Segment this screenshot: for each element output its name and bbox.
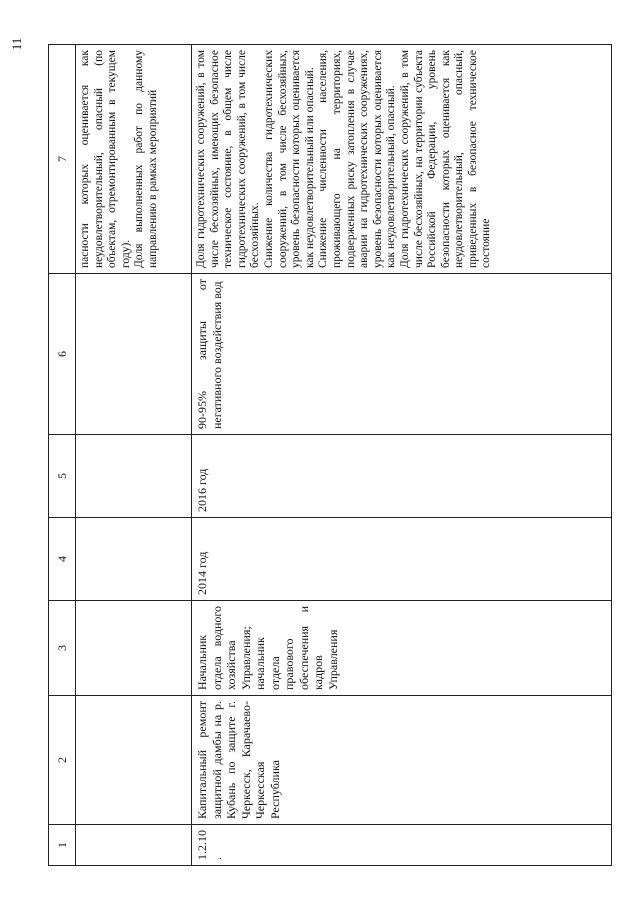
header-col-6: 6 <box>49 274 76 435</box>
table-page-rotated <box>48 44 612 866</box>
row-number-cell <box>192 825 612 866</box>
target-indicators <box>192 45 612 274</box>
row-number: 1.2.10 <box>195 830 209 860</box>
indicator-3: Снижение численности населения, проживающего на территориях, подверженных риску затопления в случае аварии на гидротехнических сооружениях, уровень безопасности которых оценивается как неудовлетворительный, опасный. <box>317 50 398 268</box>
page-number: 11 <box>9 37 24 51</box>
cont-indicator-text-1: пасности которых оценивается как неудовлетворительный, опасный (по объектам, отремонтированным в текущем году). <box>79 50 132 268</box>
cont-cell-7 <box>76 45 192 274</box>
cont-cell-3 <box>76 601 192 696</box>
header-col-1: 1 <box>49 825 76 866</box>
start-date: 2014 год <box>192 518 612 601</box>
indicator-2: Снижение количества гидротехнических сооружений, в том числе бесхозяйных, уровень безопасности которых оценивается как неудовлетворительный или опасный. <box>262 50 316 268</box>
header-col-4: 4 <box>49 518 76 601</box>
cont-cell-2 <box>76 696 192 825</box>
cont-cell-1 <box>76 825 192 866</box>
indicator-1: Доля гидротехнических сооружений, в том числе бесхозяйных, имеющих безопасное техническое состояние, в общем числе гидротехнических сооружений, в том числе бесхозяйных. <box>195 50 262 268</box>
rotated-table-container <box>48 44 612 866</box>
measure-name: Капитальный ремонт защитной дамбы на р. Кубань по защите г. Черкесск, Карачаево-Черкесская Республика <box>192 696 612 825</box>
header-col-2: 2 <box>49 696 76 825</box>
table-row-1-2-10 <box>192 45 612 866</box>
expected-result: 90-95% защиты от негативного воздействия вод <box>192 274 612 435</box>
header-row <box>49 45 76 866</box>
row-mark: . <box>209 857 224 860</box>
cont-cell-5 <box>76 435 192 518</box>
header-col-5: 5 <box>49 435 76 518</box>
measures-table <box>48 44 612 866</box>
responsible-executor: Начальник отдела водного хозяйства Управления; начальник отдела правового обеспечения и кадров Управления <box>192 601 612 696</box>
cont-cell-6 <box>76 274 192 435</box>
end-date: 2016 год <box>192 435 612 518</box>
continuation-row <box>76 45 192 866</box>
header-col-7: 7 <box>49 45 76 274</box>
cont-cell-4 <box>76 518 192 601</box>
cont-indicator-text-2: Доля выполненных работ по данному направлению в рамках мероприятий <box>133 50 159 268</box>
indicator-4: Доля гидротехнических сооружений, в том числе бесхозяйных, на территории субъекта Российской Федерации, уровень безопасности которых оценивается как неудовлетворительный, опасный, приведенных в безопасное техническое состояние <box>398 50 493 268</box>
header-col-3: 3 <box>49 601 76 696</box>
